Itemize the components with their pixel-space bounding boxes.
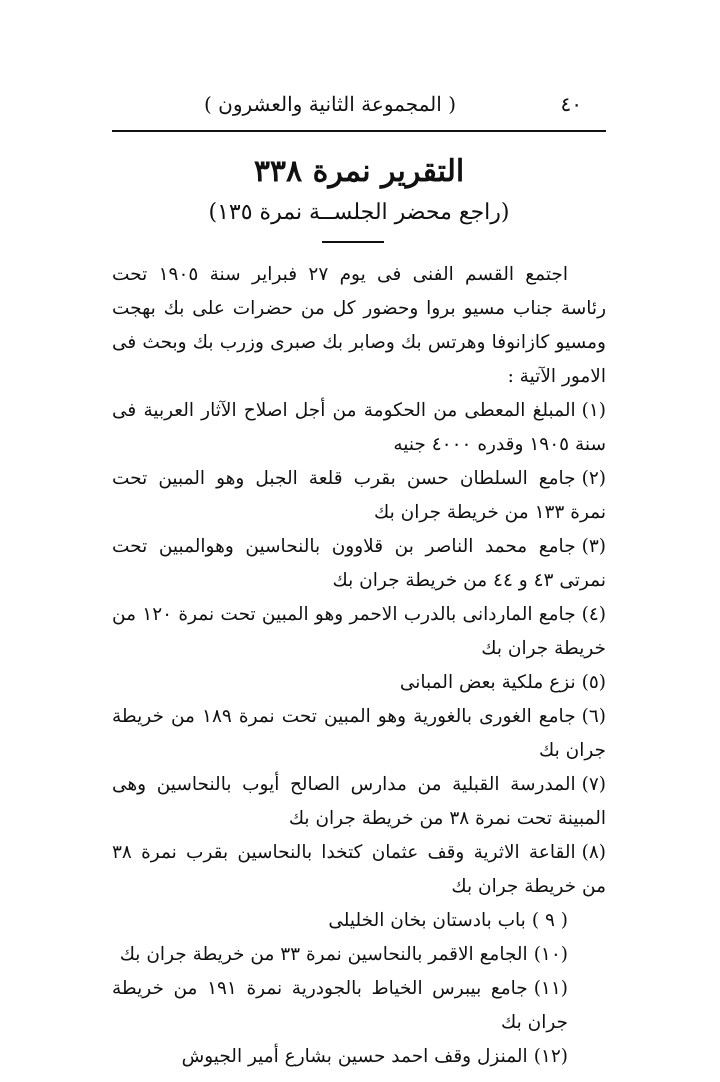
intro-paragraph: اجتمع القسم الفنى فى يوم ٢٧ فبراير سنة ١٩٠٥ تحت رئاسة جناب مسيو بروا وحضور كل من حضرات على بك بهجت ومسيو كازانوفا وهرتس بك وصابر بك صبرى وزرب بك وبحث فى الامور الآتية : bbox=[112, 264, 606, 387]
list-item bbox=[112, 666, 606, 700]
item-number: (٤) bbox=[581, 604, 607, 625]
report-subtitle: (راجع محضر الجلســة نمرة ١٣٥) bbox=[208, 200, 510, 225]
list-item bbox=[112, 1040, 606, 1074]
item-text: جامع بيبرس الخياط بالجودرية نمرة ١٩١ من خريطة جران بك bbox=[112, 978, 568, 1033]
page-number: ٤٠ bbox=[560, 92, 582, 116]
list-item bbox=[112, 938, 606, 972]
item-text: الجامع الاقمر بالنحاسين نمرة ٣٣ من خريطة جران بك bbox=[119, 944, 528, 965]
item-text: المنزل وقف احمد حسين بشارع أمير الجيوش bbox=[181, 1046, 528, 1067]
list-item bbox=[112, 394, 606, 462]
item-text: جامع الغورى بالغورية وهو المبين تحت نمرة ١٨٩ من خريطة جران بك bbox=[112, 706, 606, 761]
report-title: التقرير نمرة ٣٣٨ bbox=[253, 154, 465, 189]
report-body bbox=[112, 258, 606, 1074]
list-item bbox=[112, 972, 606, 1040]
item-number: (١٢) bbox=[533, 1046, 568, 1067]
item-text: المدرسة القبلية من مدارس الصالح أيوب بالنحاسين وهى المبينة تحت نمرة ٣٨ من خريطة جران بك bbox=[112, 774, 606, 829]
item-number: (٣) bbox=[581, 536, 606, 557]
list-item bbox=[112, 530, 606, 598]
item-text: القاعة الاثرية وقف عثمان كتخدا بالنحاسين بقرب نمرة ٣٨ من خريطة جران بك bbox=[112, 842, 606, 897]
list-item bbox=[112, 836, 606, 904]
list-item bbox=[112, 904, 606, 938]
item-text: باب بادستان بخان الخليلى bbox=[328, 910, 526, 931]
running-title: ( المجموعة الثانية والعشرون ) bbox=[204, 92, 456, 116]
list-item bbox=[112, 598, 606, 666]
item-text: جامع الماردانى بالدرب الاحمر وهو المبين تحت نمرة ١٢٠ من خريطة جران بك bbox=[112, 604, 606, 659]
title-divider bbox=[322, 241, 384, 243]
header-rule bbox=[112, 130, 606, 132]
item-text: المبلغ المعطى من الحكومة من أجل اصلاح الآثار العربية فى سنة ١٩٠٥ وقدره ٤٠٠٠ جنيه bbox=[112, 400, 606, 455]
item-text: جامع السلطان حسن بقرب قلعة الجبل وهو المبين تحت نمرة ١٣٣ من خريطة جران بك bbox=[112, 468, 606, 523]
item-number: (١٠) bbox=[533, 944, 568, 965]
item-number: (١١) bbox=[533, 978, 569, 999]
item-text: نزع ملكية بعض المبانى bbox=[399, 672, 576, 693]
item-number: (٧) bbox=[581, 774, 606, 795]
list-item bbox=[112, 768, 606, 836]
item-number: (٦) bbox=[581, 706, 607, 727]
list-item bbox=[112, 700, 606, 768]
item-number: (١) bbox=[581, 400, 606, 421]
page-header bbox=[112, 88, 606, 128]
item-text: جامع محمد الناصر بن قلاوون بالنحاسين وهوالمبين تحت نمرتى ٤٣ و ٤٤ من خريطة جران بك bbox=[112, 536, 606, 591]
item-number: ( ٩ ) bbox=[531, 910, 568, 931]
item-number: (٢) bbox=[581, 468, 606, 489]
item-number: (٥) bbox=[581, 672, 606, 693]
item-number: (٨) bbox=[581, 842, 606, 863]
list-item bbox=[112, 462, 606, 530]
